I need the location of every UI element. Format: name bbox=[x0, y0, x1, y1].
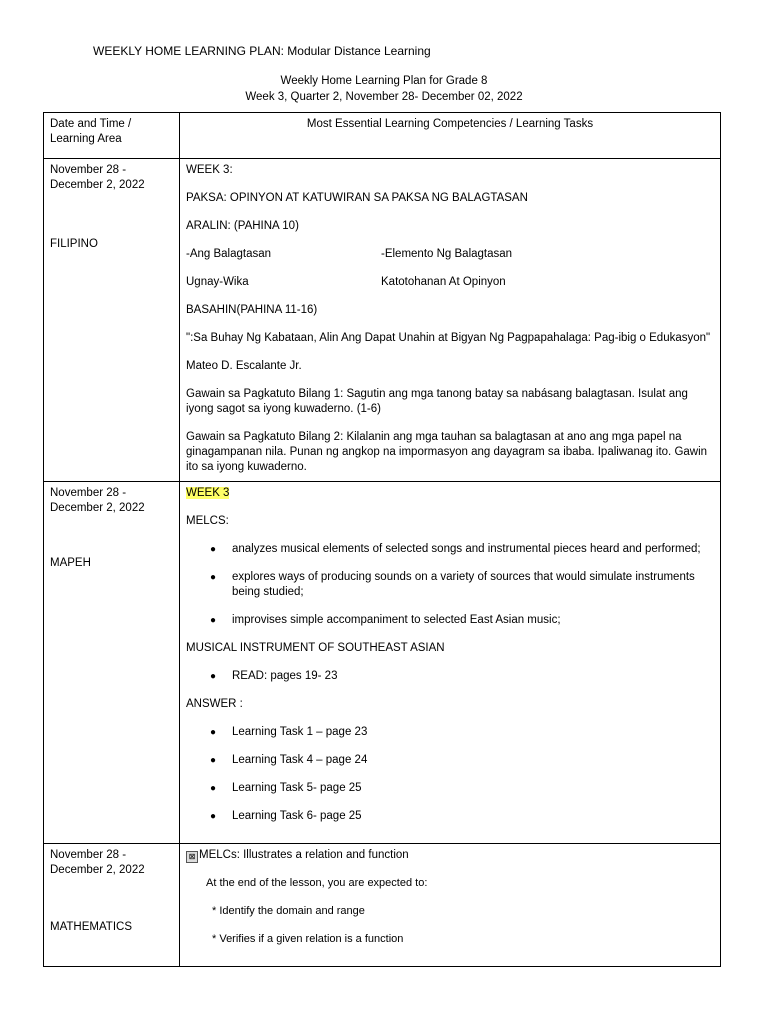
list-item: ● Learning Task 1 – page 23 bbox=[210, 726, 368, 738]
filipino-topics-row-1 bbox=[186, 247, 714, 262]
bullet-icon: ● bbox=[210, 572, 217, 583]
math-subject: MATHEMATICS bbox=[50, 921, 132, 933]
mapeh-tasks-cell bbox=[180, 482, 721, 844]
filipino-gawain-2: Gawain sa Pagkatuto Bilang 2: Kilalanin ang mga tauhan sa balagtasan at ano ang mga papel na ginagampanan nila. Punan ng angkop na impormasyon ang dayagram sa ibaba. Ipaliwanag ito. Gawin ito sa iyong kuwaderno. bbox=[186, 431, 708, 473]
missing-glyph-icon: ⊠ bbox=[186, 851, 198, 863]
list-item: ● Learning Task 6- page 25 bbox=[210, 810, 362, 822]
mapeh-instrument: MUSICAL INSTRUMENT OF SOUTHEAST ASIAN bbox=[186, 642, 445, 654]
filipino-author: Mateo D. Escalante Jr. bbox=[186, 360, 302, 372]
math-melcs: MELCs: Illustrates a relation and function bbox=[199, 849, 409, 861]
bullet-icon: ● bbox=[210, 811, 217, 822]
mapeh-melcs-label: MELCS: bbox=[186, 515, 229, 527]
math-date: November 28 - December 2, 2022 bbox=[50, 849, 145, 876]
filipino-topics-row-2 bbox=[186, 275, 714, 290]
plan-title bbox=[93, 44, 431, 58]
list-item: ● READ: pages 19- 23 bbox=[210, 670, 338, 682]
plan-title-bold: WEEKLY HOME LEARNING PLAN bbox=[93, 44, 281, 58]
filipino-week: WEEK 3: bbox=[186, 164, 233, 176]
list-item: ● analyzes musical elements of selected songs and instrumental pieces heard and performed; bbox=[210, 543, 701, 555]
bullet-icon: ● bbox=[210, 615, 217, 626]
filipino-quote: ":Sa Buhay Ng Kabataan, Alin Ang Dapat Unahin at Bigyan Ng Pagpapahalaga: Pag-ibig o Edukasyon" bbox=[186, 332, 711, 344]
mapeh-answer-label: ANSWER : bbox=[186, 698, 243, 710]
table-row-filipino bbox=[44, 159, 721, 482]
plan-title-rest: : Modular Distance Learning bbox=[280, 44, 431, 58]
math-objective-2: * Verifies if a given relation is a function bbox=[212, 933, 404, 945]
mapeh-week-highlight: WEEK 3 bbox=[186, 487, 230, 499]
bullet-icon: ● bbox=[210, 727, 217, 738]
math-tasks-cell bbox=[180, 844, 721, 967]
filipino-gawain-1: Gawain sa Pagkatuto Bilang 1: Sagutin ang mga tanong batay sa nabásang balagtasan. Isulat ang iyong sagot sa iyong kuwaderno. (1-6) bbox=[186, 388, 688, 415]
topic-a2: -Elemento Ng Balagtasan bbox=[381, 248, 513, 260]
heading-line-2: Week 3, Quarter 2, November 28- December 02, 2022 bbox=[245, 91, 523, 103]
list-item: ● Learning Task 5- page 25 bbox=[210, 782, 362, 794]
filipino-paksa: PAKSA: OPINYON AT KATUWIRAN SA PAKSA NG BALAGTASAN bbox=[186, 192, 528, 204]
list-item: ● explores ways of producing sounds on a variety of sources that would simulate instruments being studied; bbox=[210, 571, 695, 598]
filipino-subject: FILIPINO bbox=[50, 238, 98, 250]
list-item: ● Learning Task 4 – page 24 bbox=[210, 754, 368, 766]
topic-b1: Ugnay-Wika bbox=[186, 276, 249, 288]
col1-header: Date and Time / Learning Area bbox=[44, 113, 180, 159]
math-intro: At the end of the lesson, you are expected to: bbox=[206, 877, 428, 889]
bullet-icon: ● bbox=[210, 671, 217, 682]
mapeh-subject: MAPEH bbox=[50, 557, 91, 569]
filipino-date: November 28 - December 2, 2022 bbox=[50, 164, 145, 191]
bullet-icon: ● bbox=[210, 783, 217, 794]
mapeh-date: November 28 - December 2, 2022 bbox=[50, 487, 145, 514]
bullet-icon: ● bbox=[210, 755, 217, 766]
list-item: ● improvises simple accompaniment to selected East Asian music; bbox=[210, 614, 561, 626]
melc-list bbox=[186, 542, 714, 628]
heading-line-1: Weekly Home Learning Plan for Grade 8 bbox=[280, 75, 488, 87]
math-area-cell bbox=[44, 844, 180, 967]
read-list bbox=[186, 669, 714, 684]
task-list bbox=[186, 725, 714, 824]
table-row-mapeh bbox=[44, 482, 721, 844]
table-row-math bbox=[44, 844, 721, 967]
filipino-aralin: ARALIN: (PAHINA 10) bbox=[186, 220, 299, 232]
topic-b2: Katotohanan At Opinyon bbox=[381, 276, 506, 288]
mapeh-area-cell bbox=[44, 482, 180, 844]
topic-a1: -Ang Balagtasan bbox=[186, 248, 272, 260]
math-objective-1: * Identify the domain and range bbox=[212, 905, 365, 917]
filipino-tasks-cell bbox=[180, 159, 721, 482]
filipino-basahin: BASAHIN(PAHINA 11-16) bbox=[186, 304, 318, 316]
filipino-area-cell bbox=[44, 159, 180, 482]
col2-header: Most Essential Learning Competencies / Learning Tasks bbox=[180, 113, 721, 159]
plan-heading bbox=[0, 73, 768, 105]
learning-plan-table bbox=[43, 112, 721, 967]
bullet-icon: ● bbox=[210, 544, 217, 555]
header-row bbox=[44, 113, 721, 159]
